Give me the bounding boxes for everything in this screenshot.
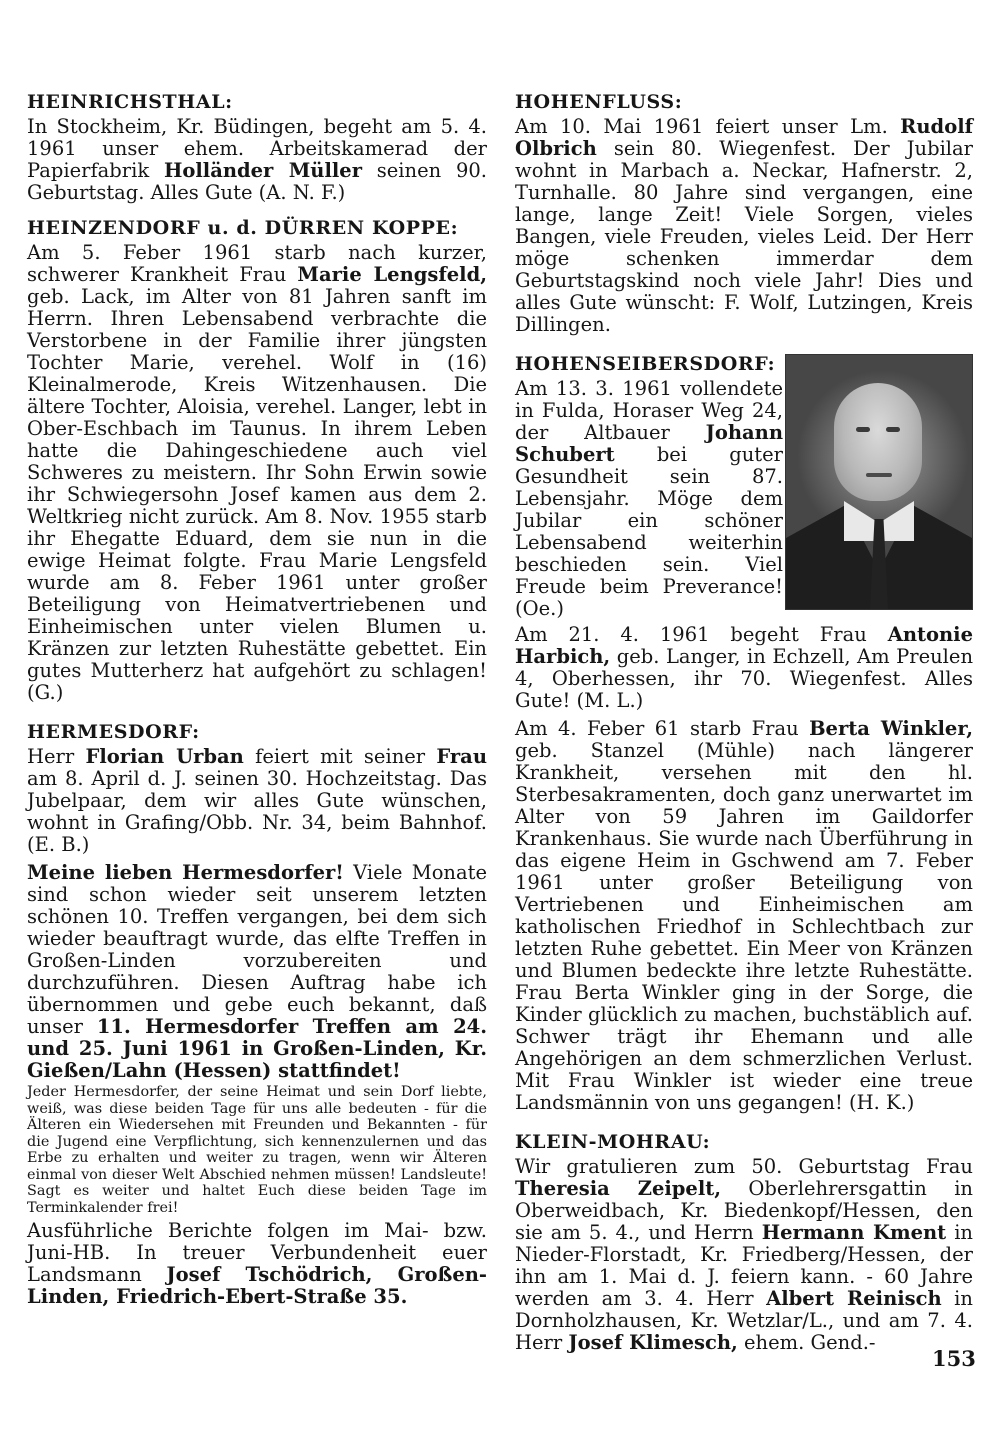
text: Oberlehrersgattin in Oberweidbach, Kr. Biedenkopf/Hessen, den sie am 5. 4., und Herrn bbox=[515, 1177, 973, 1244]
text: am 8. April d. J. seinen 30. Hochzeitstag. Das Jubelpaar, dem wir alles Gute wünschen, wohnt in Grafing/Obb. Nr. 34, beim Bahnhof. (E. B.) bbox=[27, 767, 487, 856]
text: geb. Langer, in Echzell, Am Preulen 4, Oberhessen, ihr 70. Wiegenfest. Alles Gute! (M. L.) bbox=[515, 645, 973, 712]
bold-name: Hermann Kment bbox=[761, 1221, 947, 1244]
text: bei guter Gesundheit sein 87. Lebensjahr. Möge dem Jubilar ein schöner Lebensabend weiterhin beschieden sein. Viel Freude beim Preverance! (Oe.) bbox=[515, 443, 783, 620]
text: sein 80. Wiegenfest. Der Jubilar wohnt in Marbach a. Neckar, Hafnerstr. 2, Turnhalle. 80 Jahre sind vergangen, eine lange, lange Zeit! Viele Sorgen, vieles Bangen, viele Freuden, vieles Leid. Der Herr möge schenken immerdar dem Geburtstagskind noch viele Jahr! Dies und alles Gute wünscht: F. Wolf, Lutzingen, Kreis Dillingen. bbox=[515, 137, 973, 336]
paragraph bbox=[27, 1220, 487, 1308]
text: Am 4. Feber 61 starb Frau bbox=[515, 717, 810, 740]
text: Viele Monate sind schon wieder seit unserem letzten schönen 10. Treffen vergangen, bei dem sich wieder beauftragt wurde, das elfte Treffen in Großen-Linden vorzubereiten und durchzuführen. Diesen Auftrag habe ich übernommen und gebe euch bekannt, daß unser bbox=[27, 861, 487, 1038]
text: geb. Stanzel (Mühle) nach längerer Krankheit, versehen mit den hl. Sterbesakramenten, doch ganz unerwartet im Alter von 59 Jahren im Gaildorfer Krankenhaus. Sie wurde nach Überführung in das eigene Heim in Gschwend am 7. Feber 1961 unter großer Beteiligung von Vertriebenen und Einheimischen am katholischen Friedhof in Schlechtbach zur letzten Ruhe gebettet. Ein Meer von Kränzen und Blumen bedeckte ihre letzte Ruhestätte. Frau Berta Winkler ging in der Sorge, die Kinder glücklich zu machen, buchstäblich auf. Schwer trägt ihr Ehemann und alle Angehörigen an dem schmerzlichen Verlust. Mit Frau Winkler ist wieder eine treue Landsmännin von uns gegangen! (H. K.) bbox=[515, 739, 973, 1114]
text: Wir gratulieren zum 50. Geburtstag Frau bbox=[515, 1155, 973, 1178]
portrait-photo bbox=[785, 354, 973, 610]
section-heading: HERMESDORF: bbox=[27, 721, 200, 743]
right-column bbox=[515, 90, 973, 1354]
text: in Dornholzhausen, Kr. Wetzlar/L., und am 7. 4. Herr bbox=[515, 1287, 973, 1354]
section-heading: KLEIN-MOHRAU: bbox=[515, 1131, 711, 1153]
bold-announcement: 11. Hermesdorfer Treffen am 24. und 25. Juni 1961 in Großen-Linden, Kr. Gießen/Lahn (Hessen) stattfindet! bbox=[27, 1015, 488, 1082]
bold-name: Albert Reinisch bbox=[766, 1287, 942, 1310]
paragraph bbox=[515, 378, 783, 620]
page-number: 153 bbox=[932, 1346, 976, 1371]
photo-row bbox=[515, 352, 973, 620]
paragraph bbox=[515, 718, 973, 1114]
section-heinzendorf bbox=[27, 216, 487, 704]
bold-name: Josef Tschödrich, Großen-Linden, Friedrich-Ebert-Straße 35. bbox=[27, 1263, 488, 1308]
bold-name: Frau bbox=[436, 745, 487, 768]
bold-name: Theresia Zeipelt, bbox=[515, 1177, 722, 1200]
small-print-paragraph: Jeder Hermesdorfer, der seine Heimat und sein Dorf liebte, weiß, was diese beiden Tage für uns alle bedeuten - für die Älteren ein Wiedersehen mit Freunden und Bekannten - für die Jugend eine Verpflichtung, sich kennenzulernen und das Erbe zu erhalten und weiter zu tragen, wenn wir Älteren einmal von dieser Welt Abschied nehmen müssen! Landsleute! Sagt es weiter und haltet Euch diese beiden Tage im Terminkalender frei! bbox=[27, 1084, 487, 1216]
text: Herr bbox=[27, 745, 86, 768]
left-column bbox=[27, 90, 487, 1308]
paragraph bbox=[515, 624, 973, 712]
bold-name: Josef Klimesch, bbox=[568, 1331, 738, 1354]
text: In Stockheim, Kr. Büdingen, begeht am 5. 4. 1961 unser ehem. Arbeitskamerad der Papierfabrik bbox=[27, 115, 487, 182]
text: Am 5. Feber 1961 starb nach kurzer, schwerer Krankheit Frau bbox=[27, 241, 487, 286]
text: Am 10. Mai 1961 feiert unser Lm. bbox=[515, 115, 901, 138]
section-heading: HOHENFLUSS: bbox=[515, 91, 683, 113]
bold-name: Rudolf Olbrich bbox=[515, 115, 973, 160]
section-heading: HOHENSEIBERSDORF: bbox=[515, 353, 776, 375]
text: in Nieder-Florstadt, Kr. Friedberg/Hessen, der ihn am 1. Mai d. J. feiern kann. - 60 Jahre werden am 3. 4. Herr bbox=[515, 1221, 973, 1310]
text: Am 21. 4. 1961 begeht Frau bbox=[515, 623, 888, 646]
paragraph bbox=[515, 116, 973, 336]
text: geb. Lack, im Alter von 81 Jahren sanft im Herrn. Ihren Lebensabend verbrachte die Verstorbene in der Familie ihrer jüngsten Tochter Marie, verehel. Wolf in (16) Kleinalmerode, Kreis Witzenhausen. Die ältere Tochter, Aloisia, verehel. Langer, lebt in Ober-Eschbach im Taunus. In ihrem Leben hatte die Dahingeschiedene auch viel Schweres zu meistern. Ihr Sohn Erwin sowie ihr Schwiegersohn Josef kamen aus dem 2. Weltkrieg nicht zurück. Am 8. Nov. 1955 starb ihr Ehegatte Eduard, dem sie nun in die ewige Heimat folgte. Frau Marie Lengsfeld wurde am 8. Feber 1961 unter großer Beteiligung von Heimatvertriebenen und Einheimischen unter vielen Blumen u. Kränzen zur letzten Ruhestätte gebettet. Ein gutes Mutterherz hat aufgehört zu schlagen! (G.) bbox=[27, 285, 487, 704]
bold-name: Marie Lengsfeld, bbox=[297, 263, 487, 286]
bold-name: Florian Urban bbox=[85, 745, 244, 768]
text: seinen 90. Geburtstag. Alles Gute (A. N. F.) bbox=[27, 159, 487, 204]
paragraph bbox=[515, 1156, 973, 1354]
section-heading: HEINZENDORF u. d. DÜRREN KOPPE: bbox=[27, 217, 459, 239]
photo-caption-text bbox=[515, 352, 783, 620]
section-hermesdorf bbox=[27, 720, 487, 1308]
section-hohenseibersdorf bbox=[515, 352, 973, 1114]
text: Ausführliche Berichte folgen im Mai- bzw. Juni-HB. In treuer Verbundenheit euer Landsmann bbox=[27, 1219, 487, 1286]
bold-greeting: Meine lieben Hermesdorfer! bbox=[27, 861, 344, 884]
text: Am 13. 3. 1961 vollendete in Fulda, Horaser Weg 24, der Altbauer bbox=[515, 377, 783, 444]
bold-name: Holländer Müller bbox=[163, 159, 362, 182]
bold-name: Berta Winkler, bbox=[809, 717, 973, 740]
section-klein-mohrau bbox=[515, 1130, 973, 1354]
section-heading: HEINRICHSTHAL: bbox=[27, 91, 233, 113]
text: ehem. Gend.- bbox=[737, 1331, 876, 1354]
bold-name: Antonie Harbich, bbox=[515, 623, 973, 668]
paragraph bbox=[27, 242, 487, 704]
section-hohenfluss bbox=[515, 90, 973, 336]
paragraph bbox=[27, 746, 487, 856]
paragraph bbox=[27, 862, 487, 1082]
section-heinrichsthal bbox=[27, 90, 487, 204]
paragraph bbox=[27, 116, 487, 204]
text: feiert mit seiner bbox=[243, 745, 437, 768]
bold-name: Johann Schubert bbox=[515, 421, 783, 466]
